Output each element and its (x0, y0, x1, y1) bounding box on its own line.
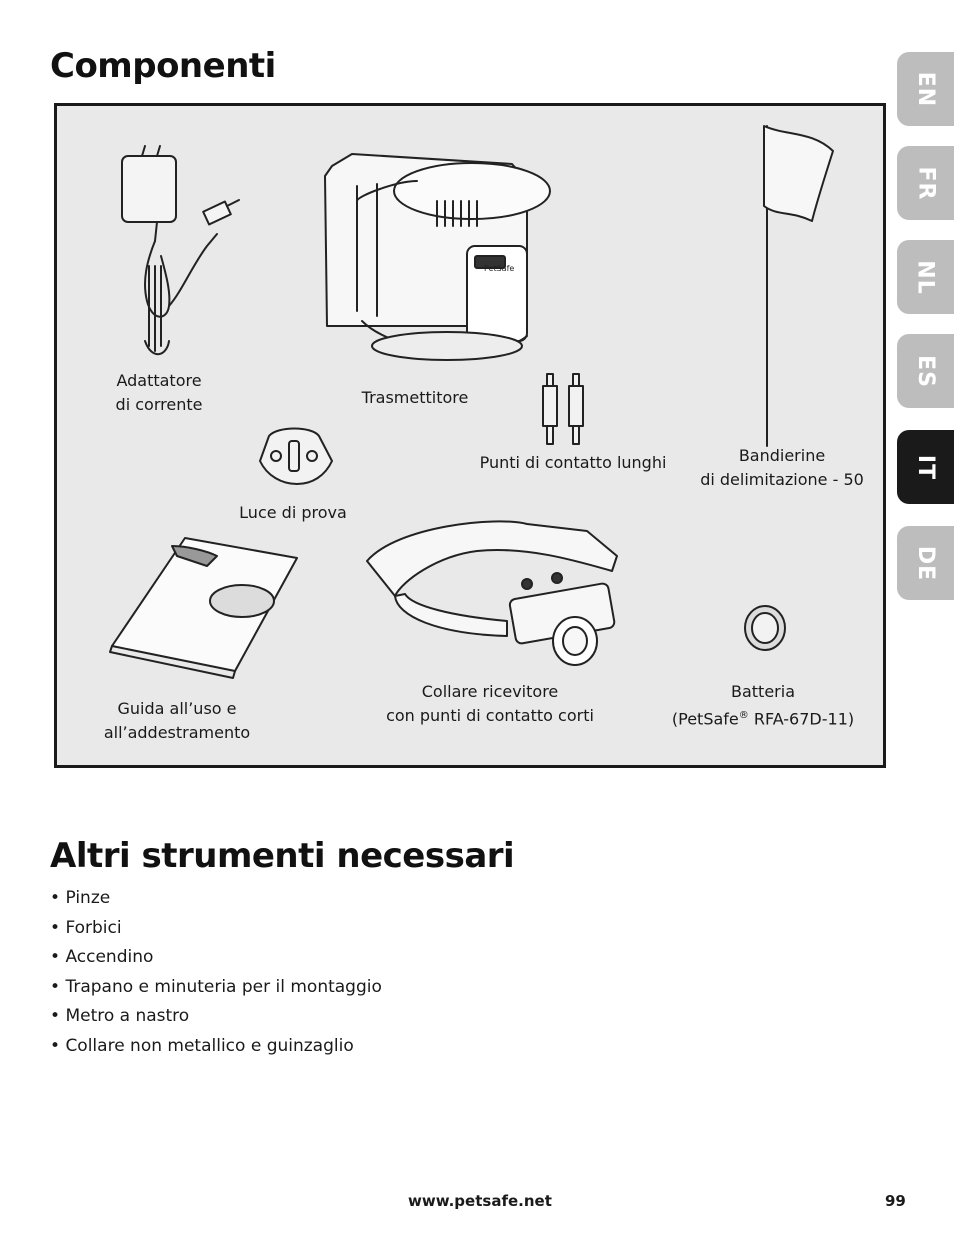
transmitter-image (325, 154, 550, 360)
battery-model: RFA-67D-11) (748, 709, 855, 729)
label-adapter-line1: Adattatore (116, 371, 202, 390)
tab-it[interactable] (897, 430, 954, 504)
tab-es[interactable] (897, 334, 954, 408)
list-item: • Metro a nastro (50, 1002, 382, 1032)
label-guide-line1: Guida all’uso e (117, 699, 237, 718)
label-flags-line2: di delimitazione - 50 (700, 470, 864, 489)
battery-image (745, 606, 785, 650)
components-illustration (57, 106, 883, 765)
list-item: • Accendino (50, 943, 382, 973)
label-flags (687, 444, 877, 492)
label-collar-line2: con punti di contatto corti (386, 706, 594, 725)
list-item: • Forbici (50, 914, 382, 944)
footer-url[interactable]: www.petsafe.net (408, 1192, 552, 1210)
tab-nl[interactable] (897, 240, 954, 314)
tab-de[interactable] (897, 526, 954, 600)
long-contact-points-image (543, 374, 583, 444)
collar-receiver-image (367, 521, 617, 665)
label-long-contacts: Punti di contatto lunghi (479, 453, 667, 472)
section-title-components: Componenti (50, 46, 276, 86)
components-panel (54, 103, 886, 768)
list-item: • Pinze (50, 884, 382, 914)
label-test-light: Luce di prova (239, 503, 347, 522)
tab-fr-label: FR (913, 166, 938, 200)
label-guide-line2: all’addestramento (103, 723, 251, 742)
label-battery-line2 (660, 704, 866, 731)
tab-es-label: ES (913, 354, 938, 388)
boundary-flag-image (764, 126, 833, 446)
label-flags-line1: Bandierine (738, 446, 826, 465)
section-title-other-tools: Altri strumenti necessari (50, 836, 515, 876)
label-collar-line1: Collare ricevitore (421, 682, 559, 701)
page-number: 99 (885, 1192, 906, 1210)
label-adapter (99, 369, 219, 417)
label-transmitter: Trasmettitore (361, 388, 469, 407)
power-adapter-image (122, 146, 239, 354)
label-collar (377, 680, 603, 728)
label-battery-line1: Batteria (731, 682, 795, 701)
tab-it-label: IT (912, 454, 938, 480)
battery-brand: (PetSafe (671, 709, 739, 729)
test-light-image (260, 429, 332, 485)
label-adapter-line2: di corrente (115, 395, 203, 414)
list-item: • Trapano e minuteria per il montaggio (50, 973, 382, 1003)
tab-en[interactable] (897, 52, 954, 126)
label-battery (660, 680, 866, 731)
tools-list (50, 884, 382, 1062)
tab-nl-label: NL (913, 259, 938, 295)
tab-de-label: DE (912, 545, 938, 581)
list-item: • Collare non metallico e guinzaglio (50, 1032, 382, 1062)
petsafe-logo-transmitter: PetSafe (484, 264, 515, 273)
label-guide (97, 697, 257, 745)
tab-en-label: EN (912, 71, 938, 107)
guide-booklet-image (110, 538, 297, 678)
tab-fr[interactable] (897, 146, 954, 220)
battery-registered-mark: ® (738, 710, 749, 721)
